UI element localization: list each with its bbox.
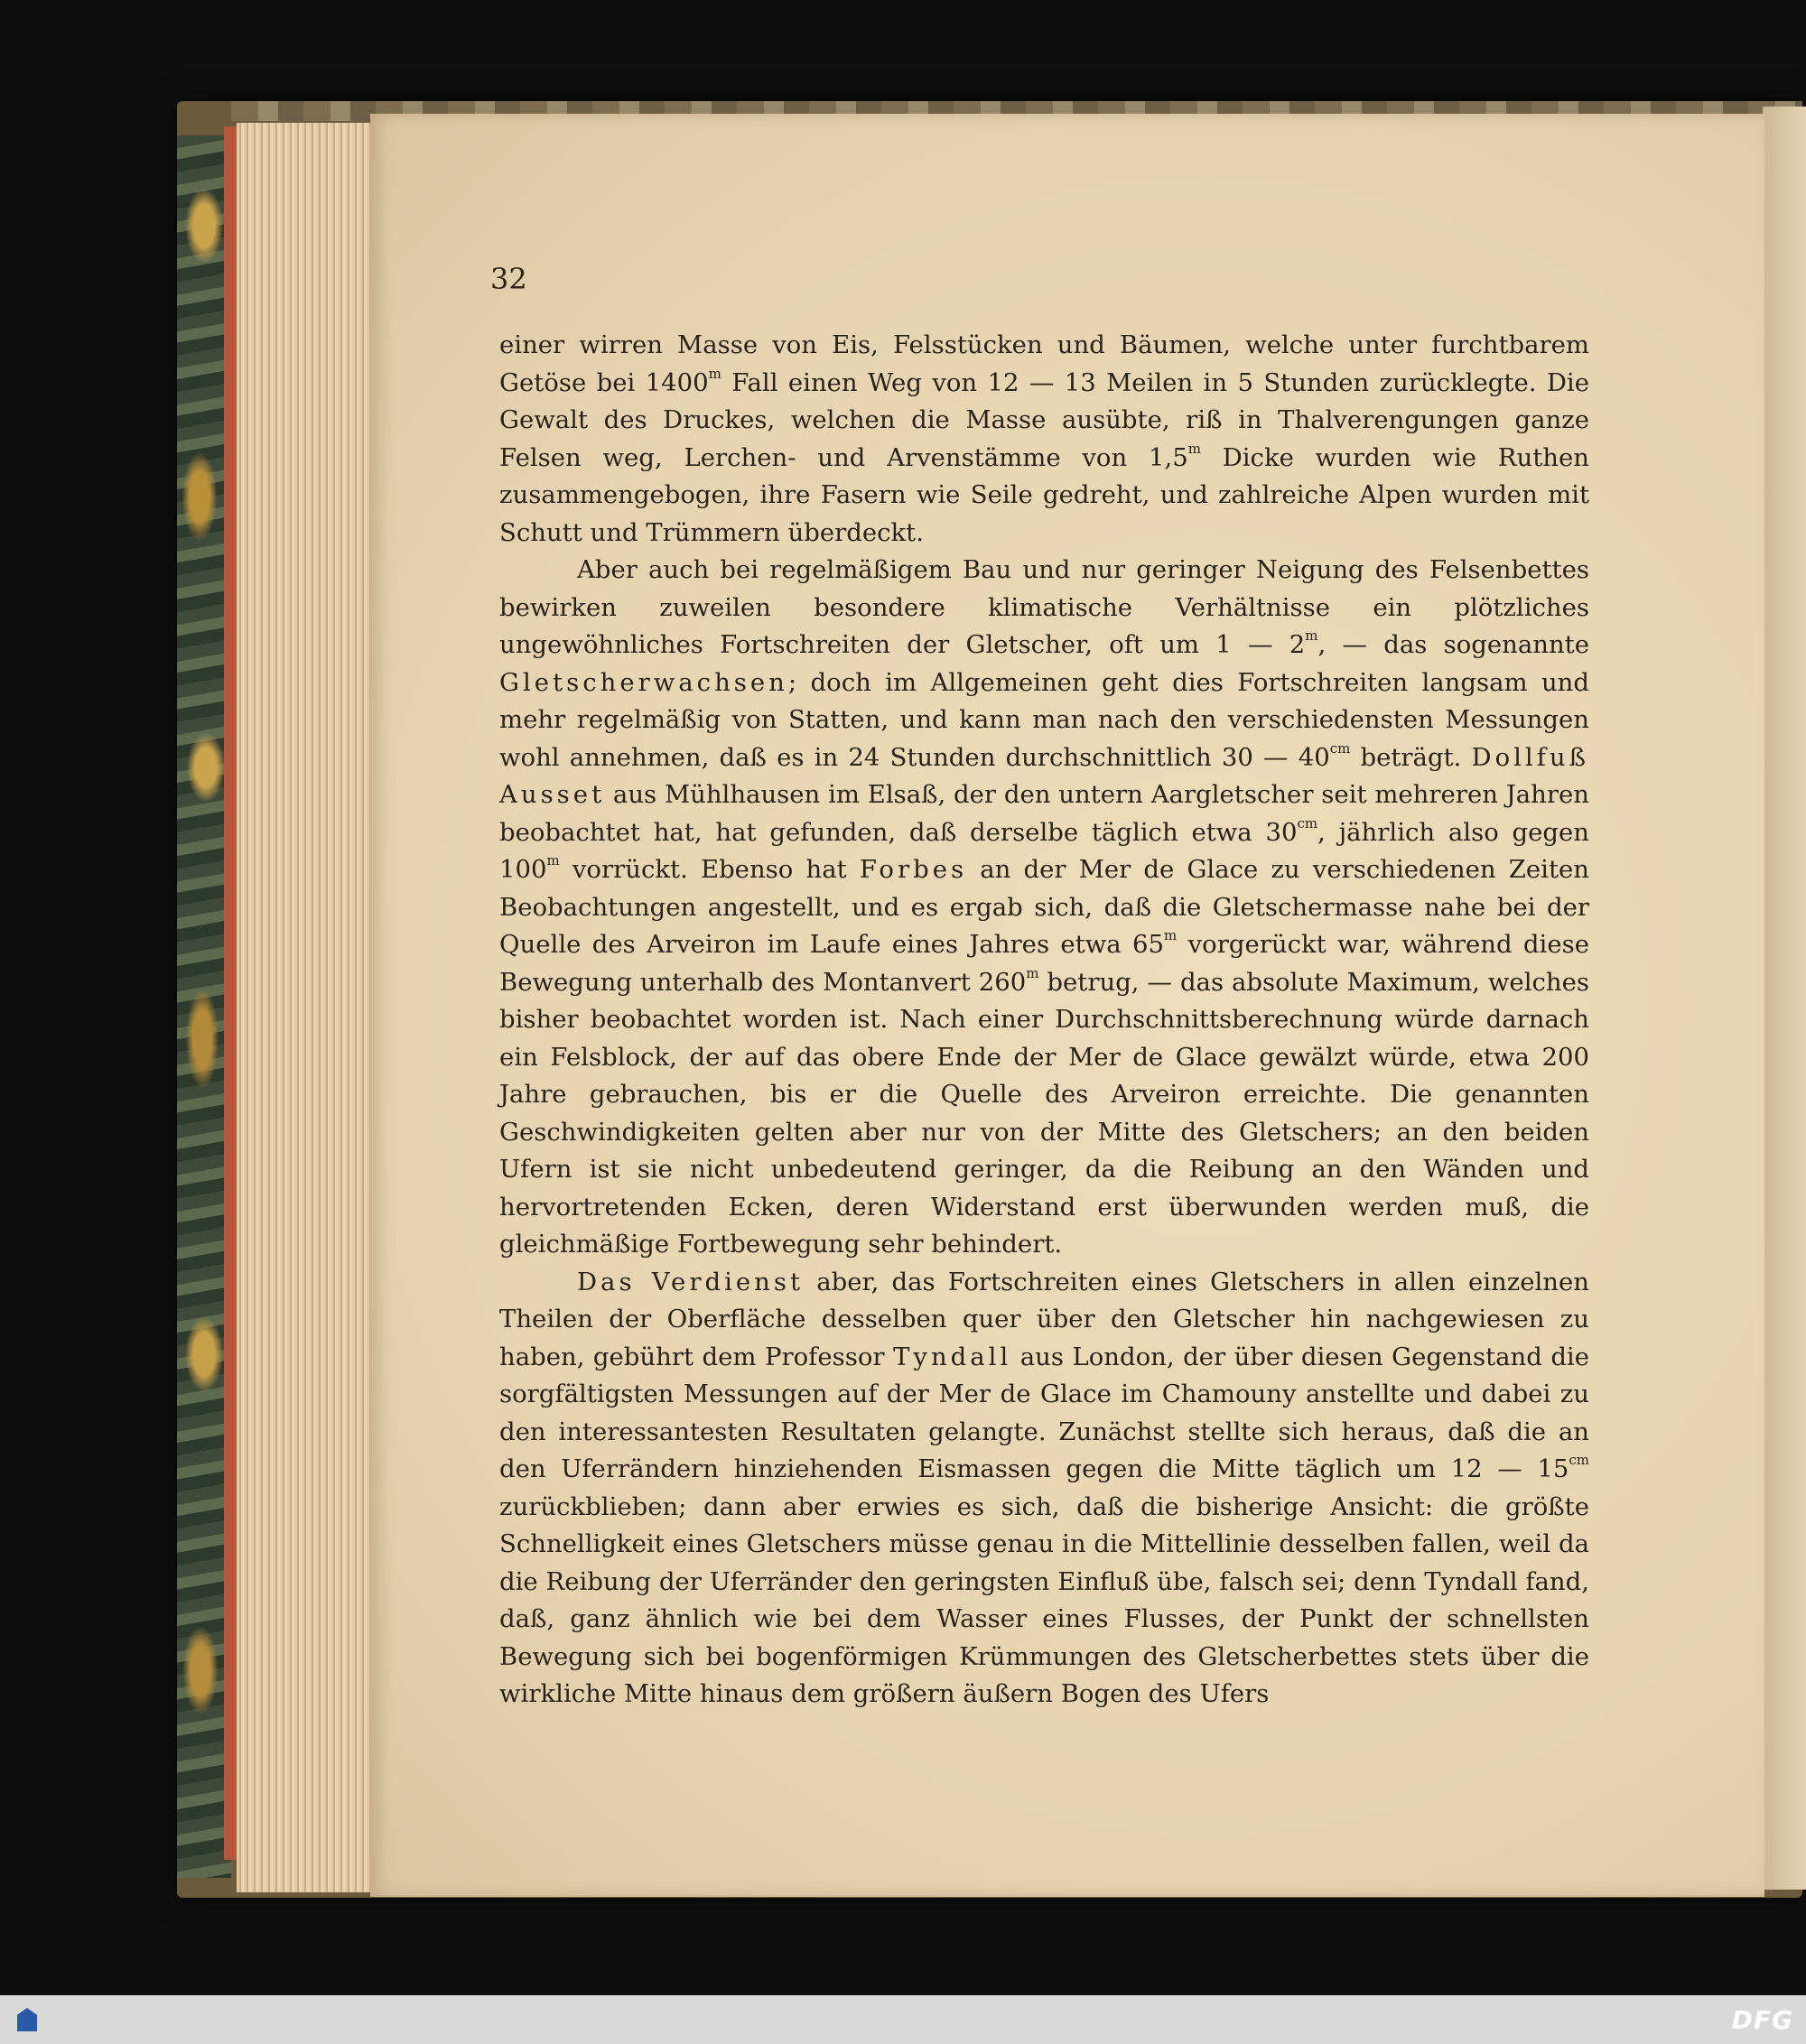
red-page-edge	[224, 126, 237, 1860]
text-run: aus Mühlhausen im Elsaß, der den untern Aargletscher seit mehreren Jahren beobachtet hat, hat gefunden, daß derselbe täglich etwa 30	[499, 780, 1589, 847]
text-run: beträgt.	[1350, 742, 1472, 772]
spaced-emphasis: Tyndall	[893, 1342, 1012, 1371]
spaced-emphasis: Dollfuß Ausset	[499, 742, 1589, 809]
facing-page-edge	[1763, 107, 1806, 1890]
text-run: , jährlich also gegen 100	[499, 817, 1589, 884]
marbled-endpaper	[177, 135, 231, 1878]
page-number: 32	[490, 262, 527, 296]
text-run: , — das sogenannte	[1317, 630, 1589, 659]
text-run: aus London, der über diesen Gegenstand die sorgfältigsten Messungen auf der Mer de Glace im Chamouny anstellte und dabei zu den interessantesten Resultaten gelangte. Zunächst stellte sich heraus, daß die an den Uferrändern hinziehenden Eismassen gegen die Mitte täglich um 12 — 15	[499, 1342, 1589, 1483]
text-run: ; doch im Allgemeinen geht dies Fortschreiten langsam und mehr regelmäßig von Statten, und kann man nach den verschiedensten Messungen wohl annehmen, daß es in 24 Stunden durchschnittlich 30 — 40	[499, 667, 1589, 772]
unit-superscript: m	[1305, 627, 1318, 644]
unit-superscript: cm	[1297, 814, 1318, 832]
paragraph	[499, 1264, 1589, 1714]
text-run: Aber auch bei regelmäßigem Bau und nur geringer Neigung des Felsenbettes bewirken zuweilen besondere klimatische Verhältnisse ein plötzliches ungewöhnliches Fortschreiten der Gletscher, oft um 1 — 2	[499, 555, 1589, 659]
viewer-footer-bar	[0, 1995, 1806, 2044]
text-run: vorrückt. Ebenso hat	[559, 855, 860, 884]
unit-superscript: m	[708, 365, 721, 382]
text-run: zurückblieben; dann aber erwies es sich, daß die bisherige Ansicht: die größte Schnelligkeit eines Gletschers müsse genau in die Mittellinie desselben fallen, weil da die Reibung der Uferränder den geringsten Einfluß übe, falsch sei; denn Tyndall fand, daß, ganz ähnlich wie bei dem Wasser eines Flusses, der Punkt der schnellsten Bewegung sich bei bogenförmigen Krümmungen des Gletscherbettes stets über die wirkliche Mitte hinaus dem größern äußern Bogen des Ufers	[499, 1491, 1589, 1708]
unit-superscript: m	[1187, 440, 1201, 457]
spaced-emphasis: Forbes	[859, 855, 968, 884]
spaced-emphasis: Das Verdienst	[577, 1267, 805, 1296]
page-stack-edges	[237, 123, 373, 1892]
text-run: einer wirren Masse von Eis, Felsstücken und Bäumen, welche unter furchtbarem Getöse bei 1400	[499, 330, 1589, 397]
unit-superscript: m	[1164, 927, 1178, 943]
paragraph	[499, 552, 1589, 1264]
unit-superscript: cm	[1569, 1452, 1589, 1468]
unit-superscript: m	[546, 852, 560, 869]
dfg-logo: DFG	[1731, 2005, 1793, 2035]
text-run: Fall einen Weg von 12 — 13 Meilen in 5 Stunden zurücklegte. Die Gewalt des Druckes, welchen die Masse ausübte, riß in Thalverengungen ganze Felsen weg, Lerchen- und Arvenstämme von 1,5	[499, 367, 1589, 472]
text-run: aber, das Fortschreiten eines Gletschers in allen einzelnen Theilen der Oberfläche desselben quer über den Gletscher hin nachgewiesen zu haben, gebührt dem Professor	[499, 1267, 1589, 1371]
text-run: betrug, — das absolute Maximum, welches bisher beobachtet worden ist. Nach einer Durchschnittsberechnung würde darnach ein Felsblock, der auf das obere Ende der Mer de Glace gewälzt würde, etwa 200 Jahre gebrauchen, bis er die Quelle des Arveiron erreichte. Die genannten Geschwindigkeiten gelten aber nur von der Mitte des Gletschers; an den beiden Ufern ist sie nicht unbedeutend geringer, da die Reibung an den Wänden und hervortretenden Ecken, deren Widerstand erst überwunden werden muß, die gleichmäßige Fortbewegung sehr behindert.	[499, 967, 1589, 1259]
paragraph	[499, 327, 1589, 552]
unit-superscript: m	[1026, 964, 1039, 981]
text-run: Dicke wurden wie Ruthen zusammengebogen, ihre Fasern wie Seile gedreht, und zahlreiche Alpen wurden mit Schutt und Trümmern überdeckt.	[499, 442, 1589, 547]
foundation-logo-icon	[5, 1999, 49, 2040]
spaced-emphasis: Gletscherwachsen	[499, 667, 788, 697]
page-text	[499, 327, 1589, 1714]
unit-superscript: cm	[1329, 739, 1351, 757]
text-run: an der Mer de Glace zu verschiedenen Zeiten Beobachtungen angestellt, und es ergab sich, daß die Gletschermasse nahe bei der Quelle des Arveiron im Laufe eines Jahres etwa 65	[499, 855, 1589, 959]
text-run: vorgerückt war, während diese Bewegung unterhalb des Montanvert 260	[499, 930, 1589, 997]
